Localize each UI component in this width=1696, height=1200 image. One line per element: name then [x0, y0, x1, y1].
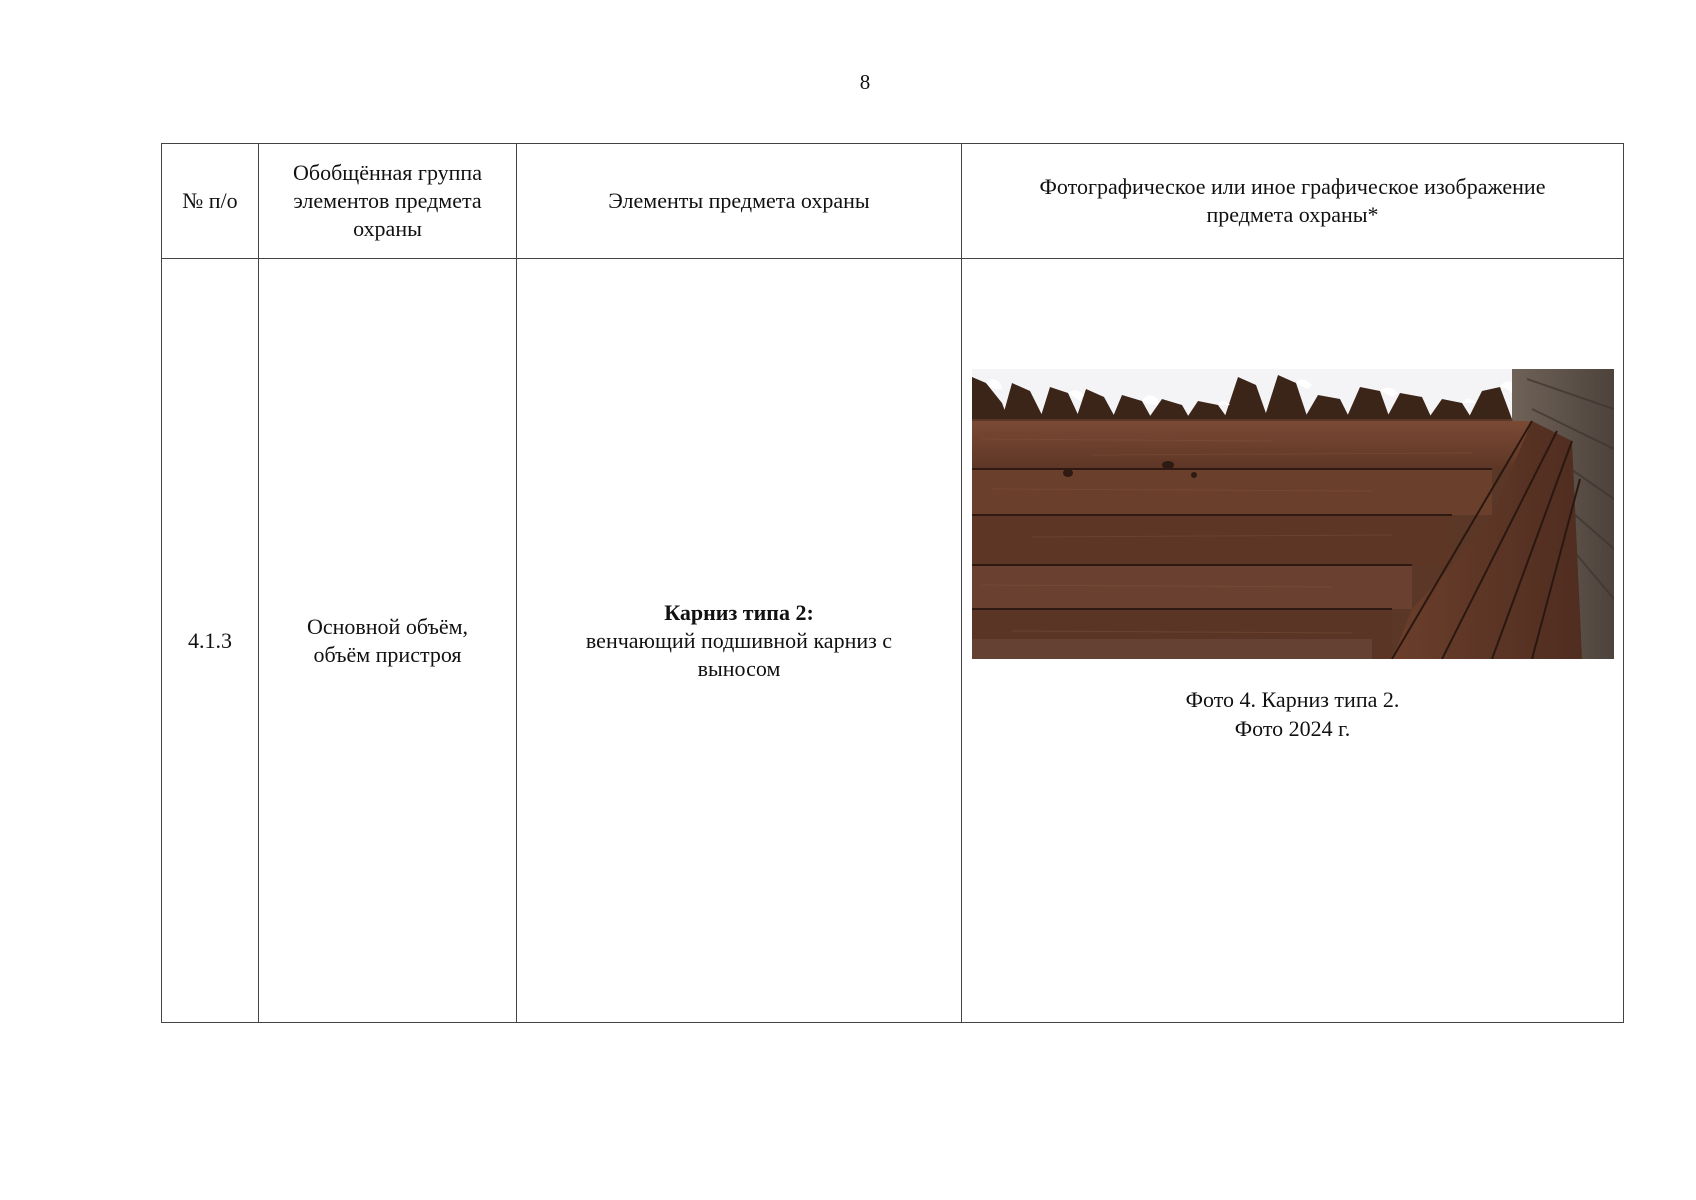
photo-caption-line1: Фото 4. Карниз типа 2. [1185, 687, 1400, 712]
header-image [962, 144, 1624, 259]
header-group-label: Обобщённая группа элементов предмета охраны [293, 160, 482, 241]
row-num: 4.1.3 [188, 627, 232, 653]
row-element-cell [517, 259, 962, 1023]
header-num [162, 144, 259, 259]
row-group-cell [259, 259, 517, 1023]
table-row [162, 259, 1624, 1023]
cornice-photo [972, 369, 1614, 659]
protection-table [161, 143, 1624, 1023]
row-photo-cell [962, 259, 1624, 1023]
row-group-line1: Основной объём, [306, 613, 469, 639]
row-element-desc: венчающий подшивной карниз с выносом [585, 627, 893, 681]
header-elements-label: Элементы предмета охраны [608, 188, 870, 213]
header-group [259, 144, 517, 259]
photo-caption [962, 685, 1623, 743]
page-number: 8 [859, 70, 871, 94]
header-num-label: № п/о [182, 188, 238, 213]
row-num-cell [162, 259, 259, 1023]
header-elements [517, 144, 962, 259]
row-group-line2: объём пристроя [313, 641, 462, 667]
photo-caption-line2: Фото 2024 г. [1234, 716, 1351, 741]
header-image-label: Фотографическое или иное графическое изображение предмета охраны* [1039, 174, 1546, 227]
row-element-title: Карниз типа 2: [664, 599, 814, 625]
table-header-row [162, 144, 1624, 259]
